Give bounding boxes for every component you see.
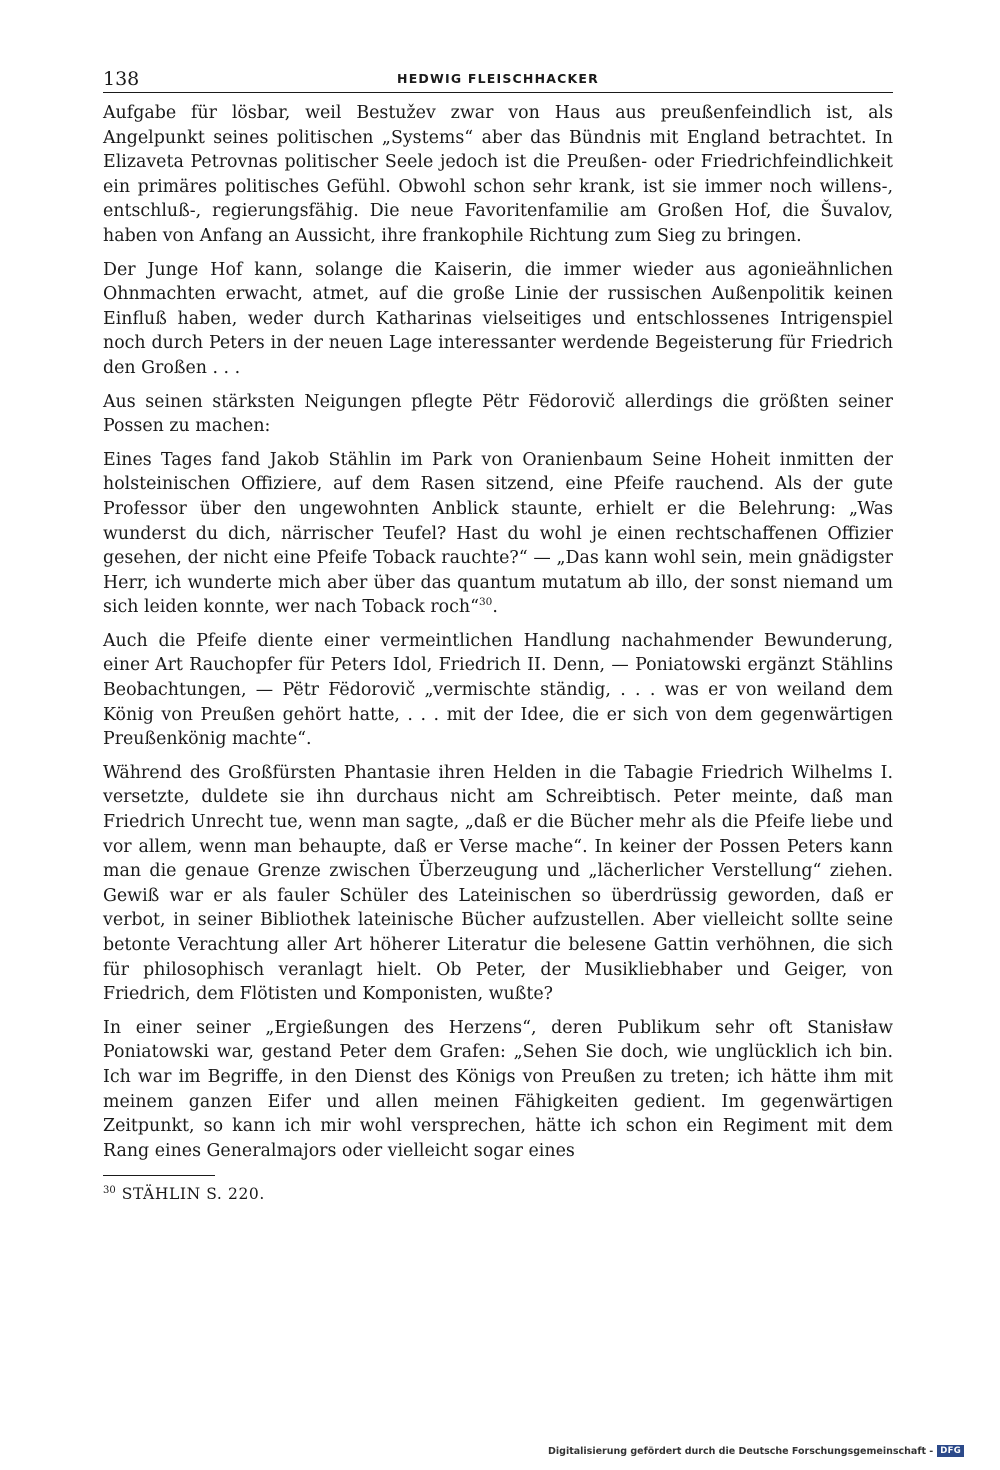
paragraph-2: Der Junge Hof kann, solange die Kaiserin, die immer wieder aus agonieähnlichen Ohnmachten erwacht, atmet, auf die große Linie der russischen Außenpolitik keinen Einfluß haben, weder durch Katharinas vielseitiges und entschlossenes Intrigenspiel noch durch Peters in der neuen Lage interessanter werdende Begeisterung für Friedrich den Großen . . .: [103, 259, 893, 378]
paragraph-3: Aus seinen stärksten Neigungen pflegte Pëtr Fëdorovič allerdings die größten seiner Possen zu machen:: [103, 391, 893, 437]
paragraph-4: [103, 448, 893, 620]
footnote: [103, 1184, 893, 1204]
paragraph-4-tail: .: [492, 597, 498, 618]
running-title: HEDWIG FLEISCHHACKER: [397, 71, 599, 86]
running-header: [103, 68, 893, 93]
document-page: [103, 68, 893, 1204]
footnote-number: 30: [103, 1185, 116, 1197]
footnote-text: STÄHLIN S. 220.: [121, 1185, 265, 1204]
credit-text: Digitalisierung gefördert durch die Deutsche Forschungsgemeinschaft -: [548, 1445, 934, 1457]
paragraph-1: Aufgabe für lösbar, weil Bestužev zwar von Haus aus preußenfeindlich ist, als Angelpunkt seines politischen „Systems“ aber das Bündnis mit England betrachtet. In Elizaveta Petrovnas politischer Seele jedoch ist die Preußen- oder Friedrichfeindlichkeit ein primäres politisches Gefühl. Obwohl schon sehr krank, ist sie immer noch willens-, entschluß-, regierungsfähig. Die neue Favoritenfamilie am Großen Hof, die Šuvalov, haben von Anfang an Aussicht, ihre frankophile Richtung zum Sieg zu bringen.: [103, 103, 893, 246]
footnote-reference: 30: [478, 596, 493, 609]
page-number: 138: [103, 68, 140, 90]
footnote-divider: [103, 1175, 215, 1176]
paragraph-7: In einer seiner „Ergießungen des Herzens“, deren Publikum sehr oft Stanisław Poniatowski war, gestand Peter dem Grafen: „Sehen Sie doch, wie unglücklich ich bin. Ich war im Begriffe, in den Dienst des Königs von Preußen zu treten; ich hätte ihm mit meinem ganzen Eifer und allen meinen Fähigkeiten gedient. Im gegenwärtigen Zeitpunkt, so kann ich mir wohl versprechen, hätte ich schon ein Regiment mit dem Rang eines Generalmajors oder vielleicht sogar eines: [103, 1017, 893, 1161]
digitization-credit: [548, 1445, 964, 1457]
paragraph-6: Während des Großfürsten Phantasie ihren Helden in die Tabagie Friedrich Wilhelms I. versetzte, duldete sie ihn durchaus nicht am Schreibtisch. Peter meinte, daß man Friedrich Unrecht tue, wenn man sagte, „daß er die Bücher mehr als die Pfeife liebe und vor allem, wenn man behaupte, daß er Verse mache“. In keiner der Possen Peters kann man die genaue Grenze zwischen Überzeugung und „lächerlicher Verstellung“ ziehen. Gewiß war er als fauler Schüler des Lateinischen so überdrüssig geworden, daß er verbot, in seiner Bibliothek lateinische Bücher aufzustellen. Aber vielleicht sollte seine betonte Verachtung aller Art höherer Literatur die belesene Gattin verhöhnen, die sich für philosophisch veranlagt hielt. Ob Peter, der Musikliebhaber und Geiger, von Friedrich, dem Flötisten und Komponisten, wußte?: [103, 762, 893, 1005]
body-text: [103, 101, 893, 1163]
paragraph-4-text: Eines Tages fand Jakob Stählin im Park von Oranienbaum Seine Hoheit inmitten der holsteinischen Offiziere, auf dem Rasen sitzend, eine Pfeife rauchend. Als der gute Professor über den ungewohnten Anblick staunte, erhielt er die Belehrung: „Was wunderst du dich, närrischer Teufel? Hast du wohl je einen rechtschaffenen Offizier gesehen, der nicht eine Pfeife Toback rauchte?“ — „Das kann wohl sein, mein gnädigster Herr, ich wunderte mich aber über das quantum mutatum ab illo, der sonst niemand um sich leiden konnte, wer nach Toback roch“: [103, 449, 893, 618]
paragraph-5: Auch die Pfeife diente einer vermeintlichen Handlung nachahmender Bewunderung, einer Art Rauchopfer für Peters Idol, Friedrich II. Denn, — Poniatowski ergänzt Stählins Beobachtungen, — Pëtr Fëdorovič „vermischte ständig, . . . was er von weiland dem König von Preußen gehört hatte, . . . mit der Idee, die er sich von dem gegenwärtigen Preußenkönig machte“.: [103, 630, 893, 750]
dfg-logo-icon: DFG: [937, 1445, 964, 1457]
